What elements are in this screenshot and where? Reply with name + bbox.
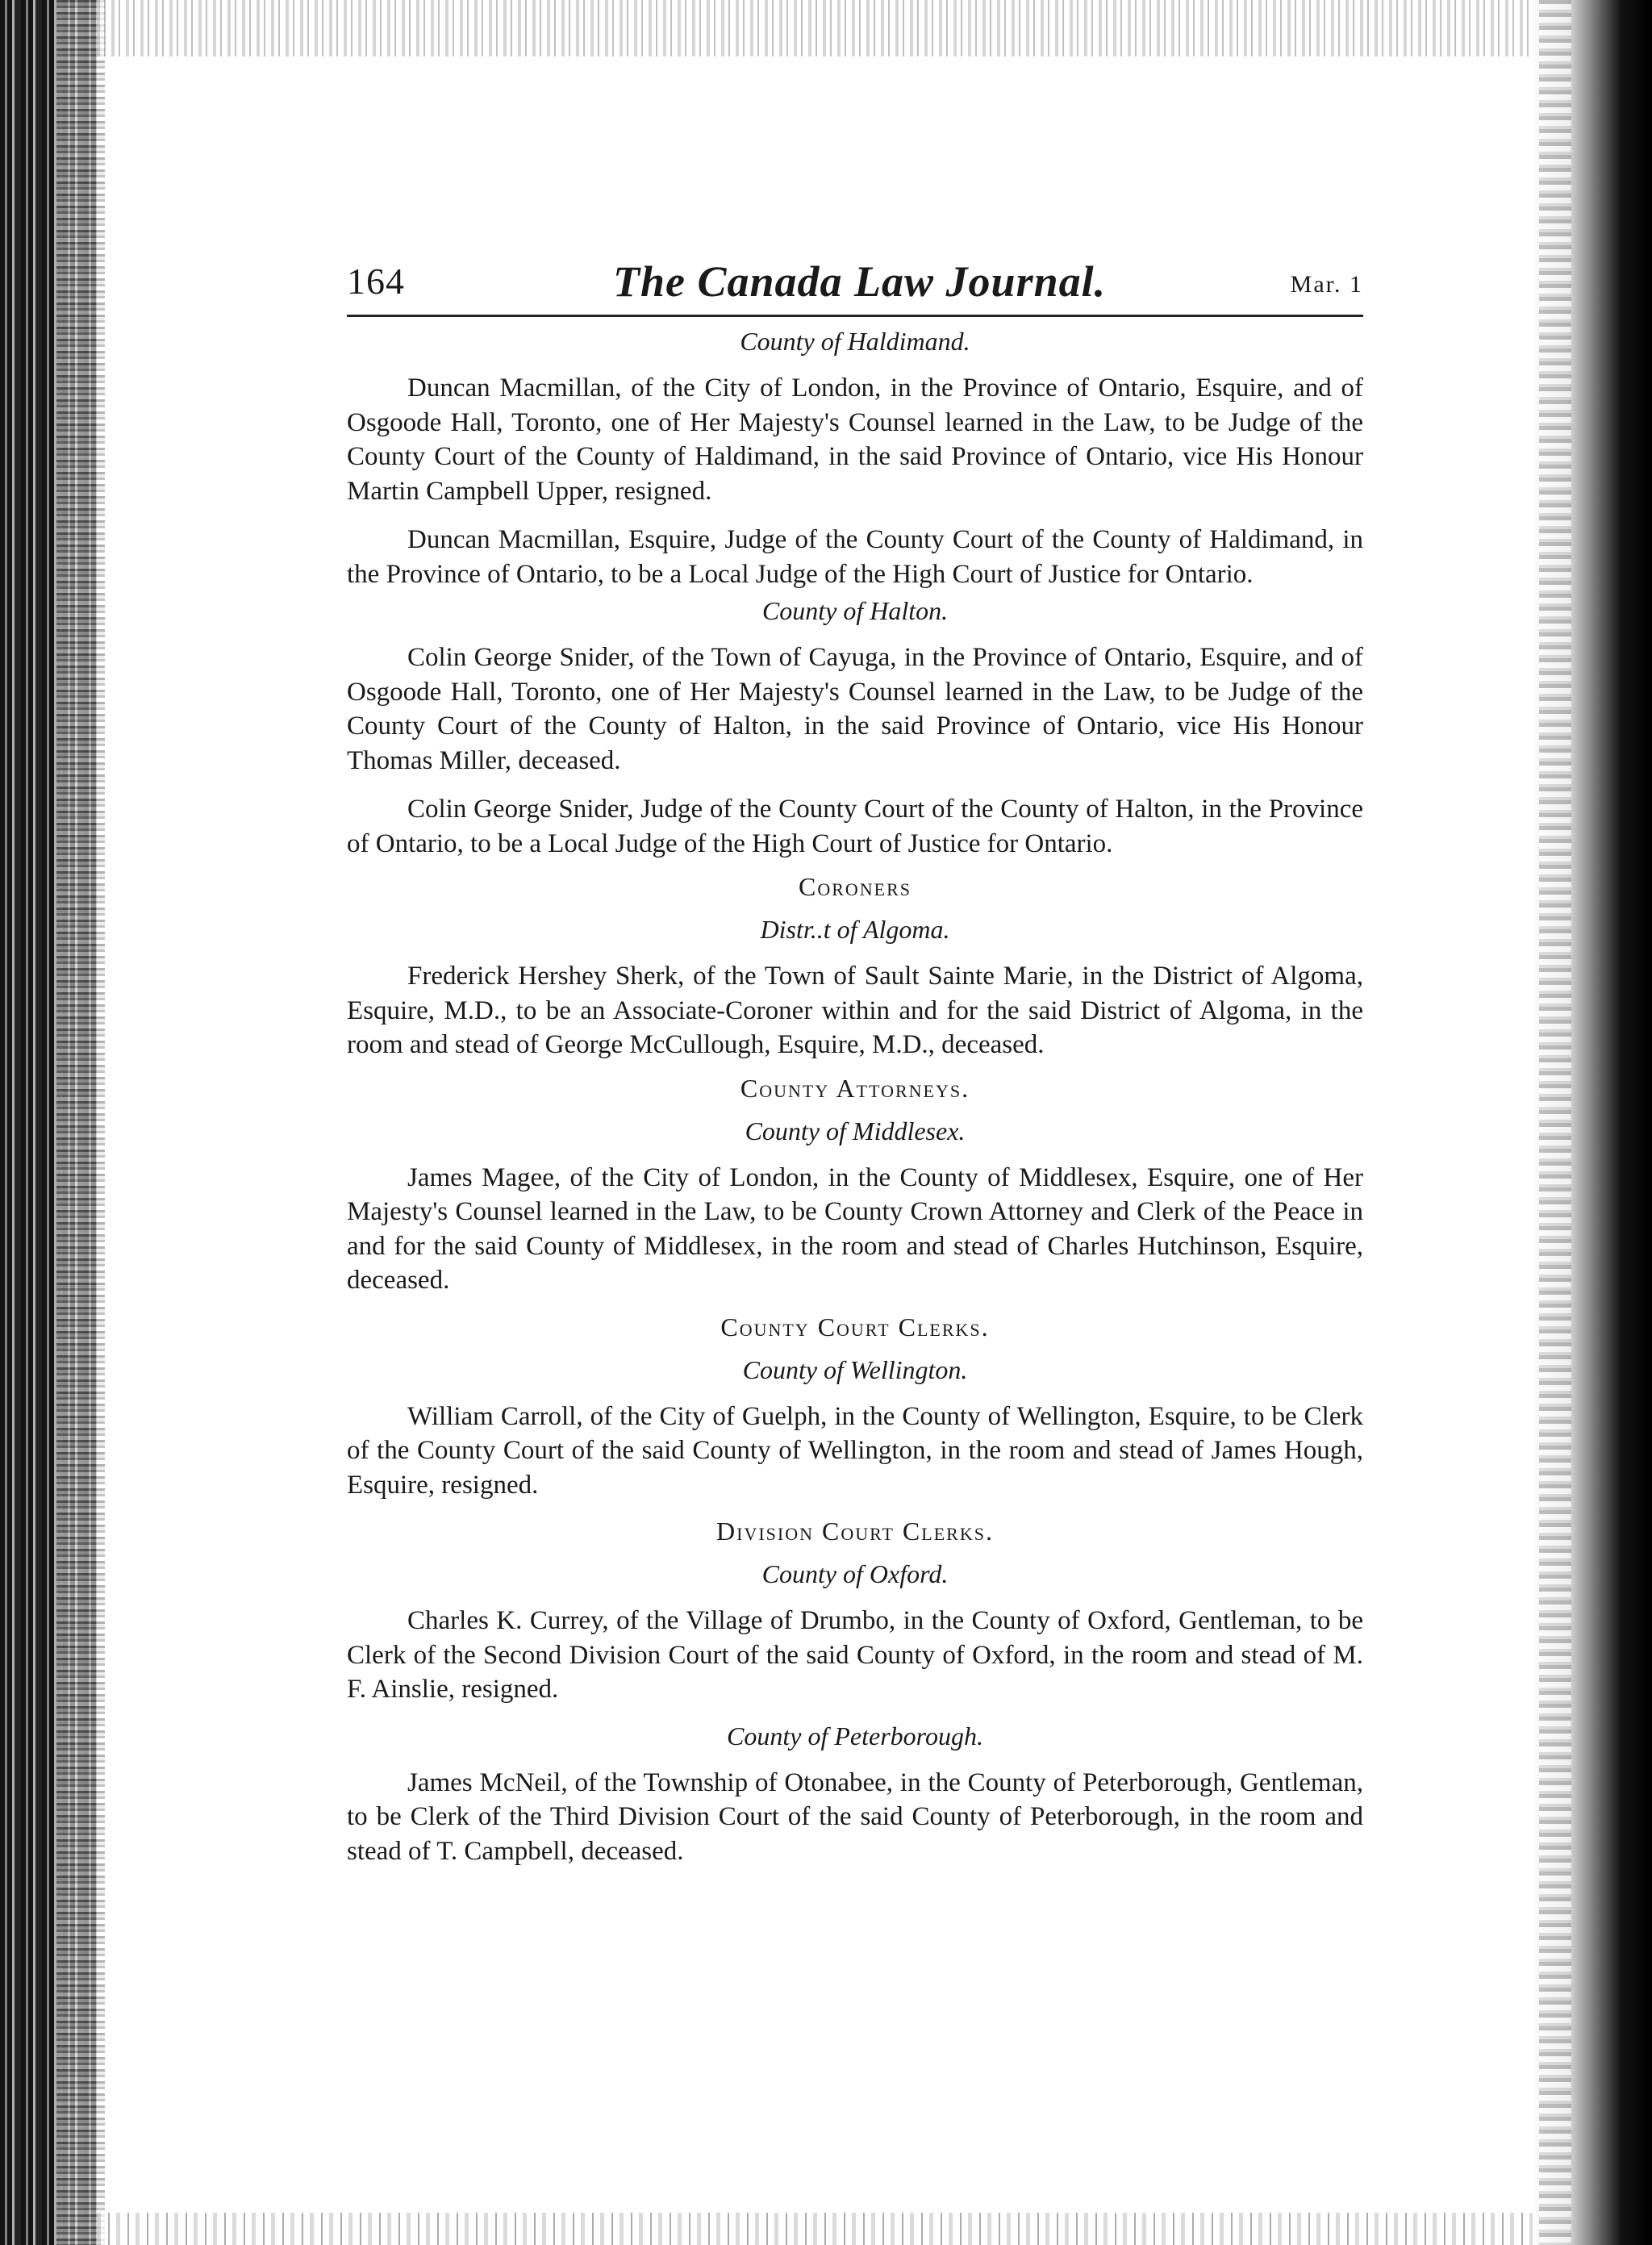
paragraph-peterborough: James McNeil, of the Township of Otonabee, in the County of Peterborough, Gentleman, to be Clerk of the Third Division Court of the said County of Peterborough, in the room and stead of T. Campbell, deceased.: [347, 1767, 1363, 1866]
paragraph-coroners: Frederick Hershey Sherk, of the Town of Sault Sainte Marie, in the District of Algoma, Esquire, M.D., to be an Associate-Coroner within and for the said District of Algoma, in the room and stead of George McCullough, Esquire, M.D., deceased.: [347, 962, 1363, 1059]
scan-top-edge: [97, 0, 1549, 56]
section-heading-county-court-clerks: County Court Clerks.: [720, 1312, 990, 1342]
paragraph-haldimand-2: Duncan Macmillan, Esquire, Judge of the County Court of the County of Haldimand, in the Province of Ontario, to be a Local Judge of the High Court of Justice for Ontario.: [347, 525, 1363, 589]
subheading-algoma: Distr..t of Algoma.: [760, 915, 950, 944]
issue-date: Mar. 1: [1290, 271, 1363, 298]
scan-bottom-edge: [97, 2213, 1533, 2245]
paragraph-halton-1: Colin George Snider, of the Town of Cayuga, in the Province of Ontario, Esquire, and of Osgoode Hall, Toronto, one of Her Majesty's Counsel learned in the Law, to be Judge of the County Court of the County of Halton, in the said Province of Ontario, vice His Honour Thomas Miller, deceased.: [347, 643, 1363, 775]
scan-left-edge: [0, 0, 97, 2245]
page-number: 164: [347, 261, 405, 302]
paragraph-county-court-clerks: William Carroll, of the City of Guelph, in the County of Wellington, Esquire, to be Clerk of the County Court of the said County of Wellington, in the room and stead of James Hough, Esquire, resigned.: [347, 1401, 1363, 1500]
paragraph-county-attorneys: James Magee, of the City of London, in the County of Middlesex, Esquire, one of Her Majesty's Counsel learned in the Law, to be County Crown Attorney and Clerk of the Peace in and for the said County of Middlesex, in the room and stead of Charles Hutchinson, Esquire, deceased.: [347, 1162, 1363, 1295]
page-body: [347, 327, 1363, 1868]
journal-title: The Canada Law Journal.: [613, 257, 1107, 306]
journal-page: [347, 242, 1363, 1883]
subheading-wellington: County of Wellington.: [742, 1354, 968, 1384]
paragraph-halton-2: Colin George Snider, Judge of the County Court of the County of Halton, in the Province of Ontario, to be a Local Judge of the High Court of Justice for Ontario.: [347, 795, 1363, 858]
section-heading-coroners: Coroners: [798, 872, 912, 901]
section-heading-county-attorneys: County Attorneys.: [740, 1073, 970, 1103]
paragraph-oxford: Charles K. Currey, of the Village of Drumbo, in the County of Oxford, Gentleman, to be Clerk of the Second Division Court of the said County of Oxford, in the room and stead of M. F. Ainslie, resigned.: [347, 1606, 1363, 1704]
section-heading-halton: County of Halton.: [761, 596, 949, 625]
paragraph-haldimand-1: Duncan Macmillan, of the City of London, in the Province of Ontario, Esquire, and of Osgoode Hall, Toronto, one of Her Majesty's Counsel learned in the Law, to be Judge of the County Court of the County of Haldimand, in the said Province of Ontario, vice His Honour Martin Campbell Upper, resigned.: [347, 373, 1363, 506]
subheading-peterborough: County of Peterborough.: [727, 1721, 983, 1751]
subheading-oxford: County of Oxford.: [761, 1559, 949, 1588]
section-heading-division-court-clerks: Division Court Clerks.: [716, 1517, 994, 1546]
scan-right-edge: [1531, 0, 1652, 2245]
subheading-middlesex: County of Middlesex.: [745, 1116, 966, 1145]
section-heading-haldimand: County of Haldimand.: [740, 327, 970, 356]
page-header: [347, 242, 1363, 317]
